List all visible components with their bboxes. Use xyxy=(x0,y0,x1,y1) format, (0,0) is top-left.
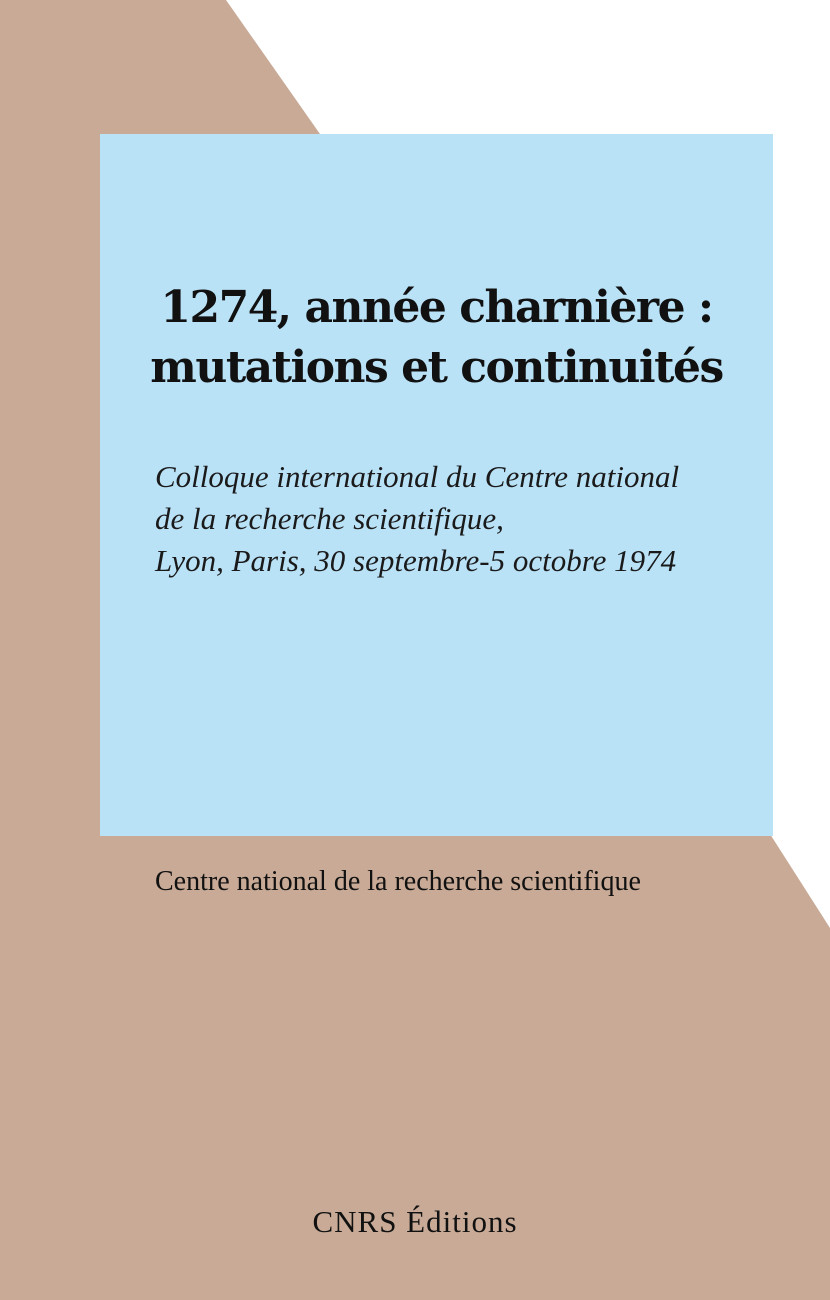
book-title-line-2: mutations et continuités xyxy=(150,342,723,393)
book-author: Centre national de la recherche scientifique xyxy=(155,866,641,897)
book-subtitle-line-2: de la recherche scientifique, xyxy=(155,501,504,536)
book-title-line-1: 1274, année charnière : xyxy=(160,282,713,333)
book-subtitle-line-1: Colloque international du Centre national xyxy=(155,459,680,494)
book-title xyxy=(100,278,773,398)
publisher-name: CNRS Éditions xyxy=(312,1204,518,1239)
book-subtitle-line-3: Lyon, Paris, 30 septembre-5 octobre 1974 xyxy=(155,543,677,578)
book-subtitle xyxy=(155,456,755,582)
